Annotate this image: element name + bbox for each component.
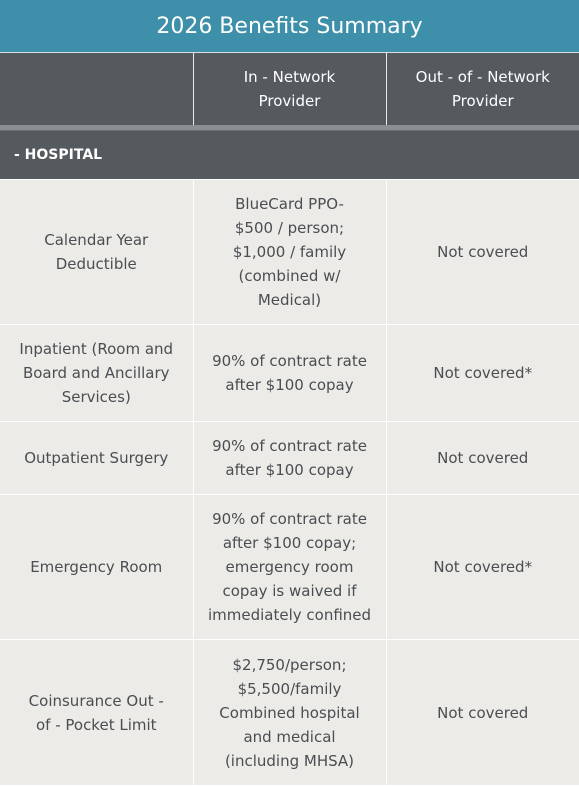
- row-label-line: Coinsurance Out -: [28, 691, 164, 710]
- cell-line: Not covered*: [433, 558, 533, 576]
- cell-line: and medical: [243, 727, 336, 746]
- header-in-network-line: Provider: [258, 92, 321, 110]
- cell-line: (including MHSA): [224, 751, 355, 770]
- row-label: [0, 180, 193, 325]
- benefits-table: [0, 53, 579, 786]
- header-in-network: [193, 53, 386, 125]
- cell-line: after $100 copay;: [222, 534, 357, 552]
- table-row: [0, 325, 579, 422]
- cell-line: emergency room: [225, 558, 354, 576]
- out-network-cell: [386, 325, 579, 422]
- row-label: [0, 640, 193, 786]
- out-network-cell: [386, 495, 579, 640]
- row-label-line: Inpatient (Room and: [19, 340, 174, 358]
- cell-line: Not covered*: [433, 364, 533, 382]
- cell-line: BlueCard PPO-: [235, 195, 344, 213]
- row-label-line: Outpatient Surgery: [24, 449, 169, 467]
- row-label-line: of - Pocket Limit: [35, 715, 157, 734]
- out-network-cell: [386, 640, 579, 786]
- cell-line: $5,500/family: [237, 679, 342, 698]
- in-network-cell: [193, 640, 386, 786]
- in-network-cell: [193, 325, 386, 422]
- table-row: [0, 422, 579, 495]
- row-label-line: Board and Ancillary: [22, 364, 170, 382]
- header-empty-cell: [0, 53, 193, 125]
- header-out-network: [386, 53, 579, 125]
- cell-line: $2,750/person;: [232, 655, 347, 674]
- row-label-line: Emergency Room: [30, 558, 163, 576]
- cell-line: immediately confined: [207, 606, 372, 624]
- cell-line: after $100 copay: [225, 461, 354, 479]
- in-network-cell: [193, 495, 386, 640]
- cell-line: $500 / person;: [234, 219, 345, 237]
- row-label: [0, 325, 193, 422]
- cell-line: Not covered: [437, 449, 529, 467]
- cell-line: after $100 copay: [225, 376, 354, 394]
- cell-line: Combined hospital: [219, 703, 360, 722]
- header-out-network-line: Provider: [451, 92, 514, 110]
- row-label-line: Calendar Year: [44, 231, 149, 249]
- table-row: [0, 180, 579, 325]
- in-network-cell: [193, 180, 386, 325]
- cell-line: copay is waived if: [222, 582, 357, 600]
- cell-line: (combined w/: [238, 267, 341, 285]
- cell-line: Medical): [257, 291, 322, 309]
- out-network-cell: [386, 180, 579, 325]
- out-network-cell: [386, 422, 579, 495]
- section-row-hospital: [0, 131, 579, 180]
- page-title-text: 2026 Benefits Summary: [156, 13, 423, 39]
- cell-line: 90% of contract rate: [212, 437, 367, 455]
- row-label: [0, 422, 193, 495]
- in-network-cell: [193, 422, 386, 495]
- cell-line: Not covered: [437, 703, 529, 722]
- row-label-line: Deductible: [55, 255, 137, 273]
- section-label: - HOSPITAL: [0, 131, 579, 180]
- table-row: [0, 640, 579, 786]
- row-label: [0, 495, 193, 640]
- row-label-line: Services): [61, 388, 131, 406]
- cell-line: Not covered: [437, 243, 529, 261]
- page-title: [0, 0, 579, 53]
- table-header-row: [0, 53, 579, 125]
- header-out-network-line: Out - of - Network: [415, 68, 550, 86]
- cell-line: 90% of contract rate: [212, 352, 367, 370]
- header-in-network-line: In - Network: [243, 68, 336, 86]
- cell-line: $1,000 / family: [232, 243, 347, 261]
- cell-line: 90% of contract rate: [212, 510, 367, 528]
- table-row: [0, 495, 579, 640]
